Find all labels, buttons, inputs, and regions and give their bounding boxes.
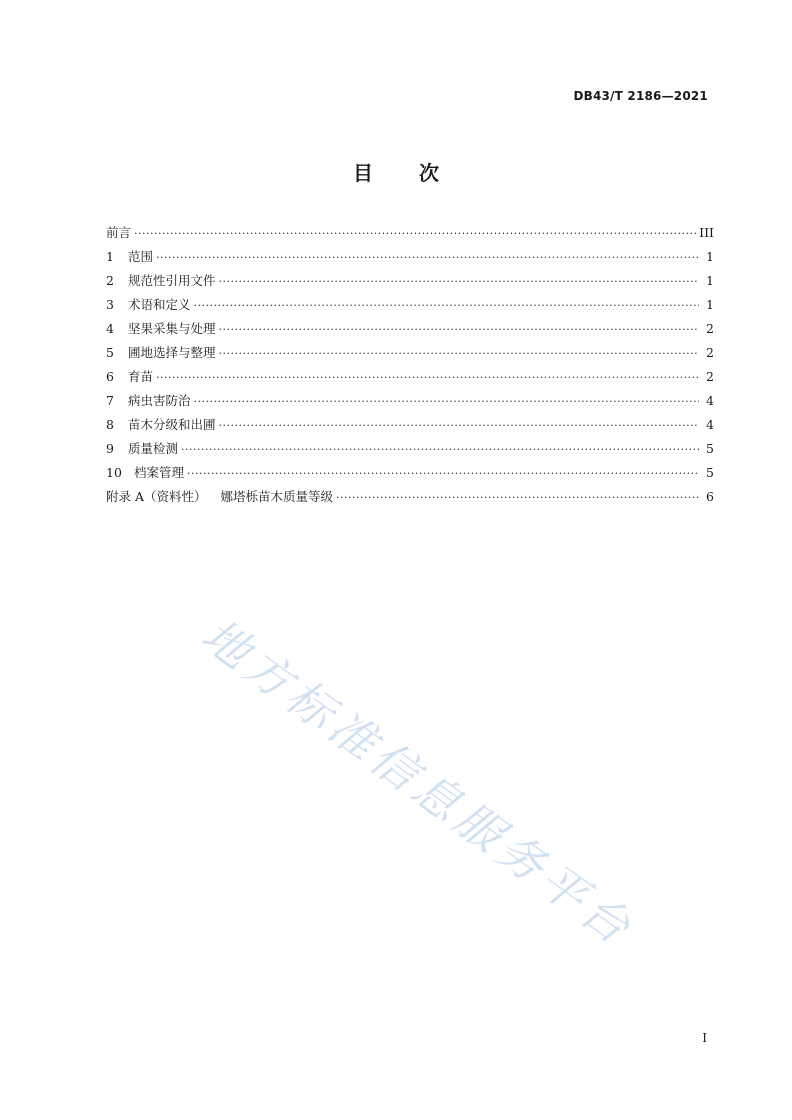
toc-entry-number: 10 — [106, 465, 122, 480]
toc-entry-number: 6 — [106, 369, 114, 384]
toc-row-7[interactable] — [106, 391, 714, 415]
watermark: 地方标准信息服务平台 — [192, 607, 645, 958]
toc-entry-number: 9 — [106, 441, 114, 456]
toc-page-number: 1 — [706, 297, 714, 312]
toc-row-1[interactable] — [106, 247, 714, 271]
toc-leader-dots — [156, 251, 699, 264]
toc-leader-dots — [194, 395, 699, 408]
page-number: I — [702, 1031, 707, 1045]
toc-entry-text: 规范性引用文件 — [128, 273, 216, 288]
toc-page-number: 2 — [706, 321, 714, 336]
toc-leader-dots — [219, 275, 699, 288]
toc-entry-text: 圃地选择与整理 — [128, 345, 216, 360]
toc-entry-text: 娜塔栎苗木质量等级 — [220, 489, 334, 504]
page-title — [0, 157, 792, 186]
toc-row-9[interactable] — [106, 439, 714, 463]
table-of-contents — [106, 223, 714, 511]
toc-page-number: 2 — [706, 345, 714, 360]
toc-entry-number: 1 — [106, 249, 114, 264]
toc-leader-dots — [134, 227, 696, 240]
toc-entry-text: 术语和定义 — [128, 297, 191, 312]
toc-page-number: 4 — [706, 393, 714, 408]
toc-row-6[interactable] — [106, 367, 714, 391]
toc-entry-text: 苗木分级和出圃 — [128, 417, 216, 432]
toc-entry-text: 前言 — [106, 225, 132, 240]
toc-entry-text: 病虫害防治 — [128, 393, 191, 408]
toc-row-2[interactable] — [106, 271, 714, 295]
toc-entry-number: 4 — [106, 321, 114, 336]
toc-page-number: 6 — [706, 489, 714, 504]
toc-leader-dots — [156, 371, 699, 384]
toc-page-number: 5 — [706, 441, 714, 456]
toc-leader-dots — [219, 347, 699, 360]
toc-row-3[interactable] — [106, 295, 714, 319]
toc-page-number: III — [699, 225, 714, 240]
toc-entry-number: 3 — [106, 297, 114, 312]
toc-row-5[interactable] — [106, 343, 714, 367]
toc-entry-number: 5 — [106, 345, 114, 360]
title-part-2: 次 — [419, 161, 439, 185]
toc-row-preface[interactable] — [106, 223, 714, 247]
toc-entry-text: 育苗 — [128, 369, 154, 384]
toc-entry-text: 质量检测 — [128, 441, 179, 456]
toc-row-8[interactable] — [106, 415, 714, 439]
document-code: DB43/T 2186—2021 — [573, 89, 708, 103]
toc-row-10[interactable] — [106, 463, 714, 487]
toc-leader-dots — [219, 419, 699, 432]
toc-row-4[interactable] — [106, 319, 714, 343]
toc-leader-dots — [187, 467, 699, 480]
title-part-1: 目 — [353, 161, 373, 185]
toc-entry-text: 范围 — [128, 249, 154, 264]
toc-entry-number: 附录 A（资料性） — [106, 489, 207, 504]
toc-leader-dots — [219, 323, 699, 336]
toc-entry-number: 2 — [106, 273, 114, 288]
toc-row-appendix-a[interactable] — [106, 487, 714, 511]
toc-leader-dots — [181, 443, 699, 456]
toc-page-number: 1 — [706, 273, 714, 288]
toc-entry-number: 8 — [106, 417, 114, 432]
toc-page-number: 2 — [706, 369, 714, 384]
toc-entry-number: 7 — [106, 393, 114, 408]
toc-page-number: 1 — [706, 249, 714, 264]
toc-leader-dots — [336, 491, 699, 504]
toc-page-number: 4 — [706, 417, 714, 432]
toc-entry-text: 坚果采集与处理 — [128, 321, 216, 336]
toc-leader-dots — [194, 299, 699, 312]
toc-page-number: 5 — [706, 465, 714, 480]
toc-entry-text: 档案管理 — [134, 465, 185, 480]
